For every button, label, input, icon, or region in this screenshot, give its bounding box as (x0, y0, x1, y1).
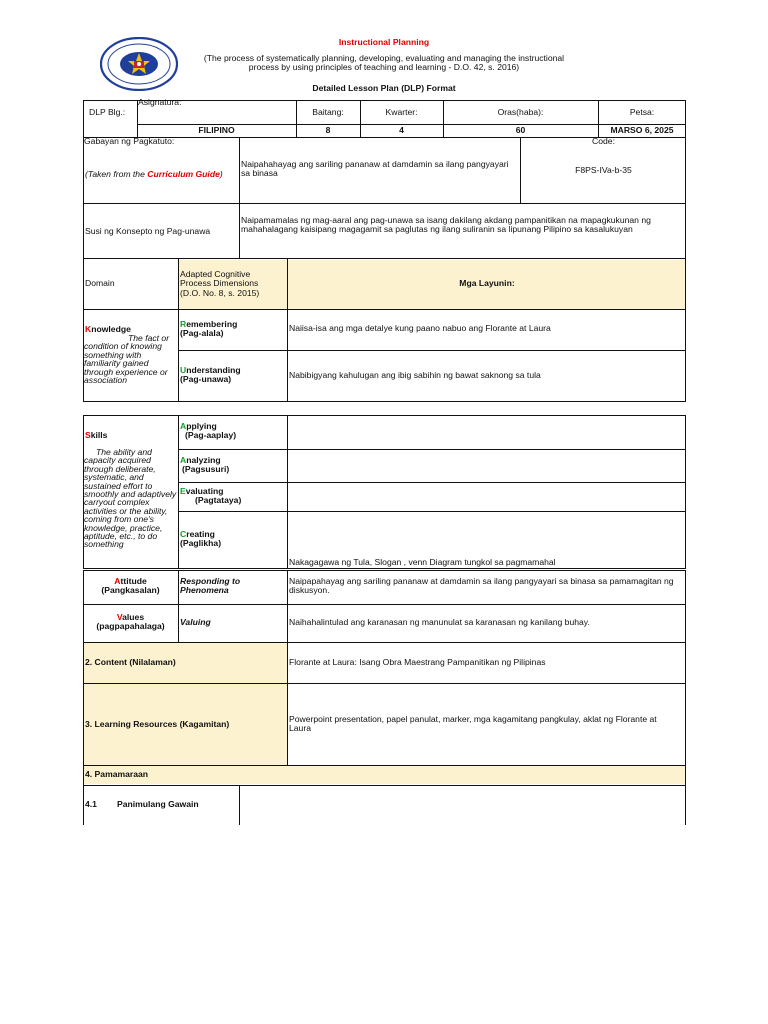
adapted-cognitive-label: Adapted Cognitive Process Dimensions (D.O. No. 8, s. 2015) (180, 269, 260, 298)
taken-suffix: ) (219, 169, 223, 179)
gabayan-text: Naipahahayag ang sariling pananaw at damdamin sa ilang pangyayari sa binasa (241, 159, 509, 179)
asignatura-label: Asignatura: (138, 97, 182, 107)
code-value: F8PS-IVa-b-35 (575, 165, 632, 175)
asignatura-value: FILIPINO (198, 124, 235, 135)
knowledge-description: The fact or condition of knowing something with familiarity gained through experience or association (84, 333, 170, 386)
kwarter-value: 4 (399, 124, 404, 135)
attitude-level: Responding to Phenomena (180, 576, 241, 596)
deped-seal (100, 37, 178, 91)
panimulang-gawain-label: Panimulang Gawain (117, 799, 199, 809)
taken-prefix: (Taken from the (85, 169, 148, 179)
remembering-label: Remembering (Pag-alala) (180, 319, 238, 339)
panimulang-number: 4.1 (85, 799, 97, 809)
remembering-objective: Naiisa-isa ang mga detalye kung paano nabuo ang Florante at Laura (289, 323, 551, 333)
curriculum-guide-note (85, 170, 223, 179)
document-title: Instructional Planning (338, 37, 430, 47)
curriculum-guide-link: Curriculum Guide (147, 169, 220, 179)
values-objective: Naihahalintulad ang karanasan ng manunulat sa karanasan ng kanilang buhay. (289, 617, 590, 628)
kwarter-label: Kwarter: (385, 106, 418, 117)
baitang-label: Baitang: (312, 106, 344, 117)
applying-label: Applying (Pag-aaplay) (180, 421, 237, 441)
mga-layunin-label: Mga Layunin: (459, 278, 515, 289)
skills-description: The ability and capacity acquired through deliberate, systematic, and sustained effort to smoothly and adaptively carryout complex activities or the ability, coming from one's knowledge, practice, aptitude, etc., to do something (84, 447, 177, 550)
analyzing-label: Analyzing (Pagsusuri) (180, 455, 230, 475)
creating-label: Creating (Paglikha) (180, 529, 222, 549)
evaluating-label: Evaluating (Pagtataya) (180, 486, 242, 506)
content-text: Florante at Laura: Isang Obra Maestrang Pampanitikan ng Pilipinas (289, 657, 546, 668)
knowledge-label: Knowledge (85, 324, 131, 334)
creating-objective: Nakagagawa ng Tula, Slogan , venn Diagram tungkol sa pagmamahal (289, 557, 556, 567)
gabayan-label: Gabayan ng Pagkatuto: (84, 136, 175, 146)
dlp-number-label: DLP Blg.: (89, 106, 126, 117)
domain-label: Domain (85, 278, 115, 289)
baitang-value: 8 (325, 124, 331, 135)
understanding-objective: Nabibigyang kahulugan ang ibig sabihin ng bawat saknong sa tula (289, 370, 541, 380)
resources-label: 3. Learning Resources (Kagamitan) (85, 718, 230, 729)
petsa-label: Petsa: (629, 106, 655, 117)
susi-text: Naipamamalas ng mag-aaral ang pag-unawa sa isang dakilang akdang pampanitikan na mapagkukunan ng mahahalagang kaisipang magagamit sa paglutas ng ilang suliranin sa lipunang Pilipino sa kasalukuyan (241, 215, 651, 235)
document-subtitle: (The process of systematically planning, developing, evaluating and managing the instructional process by using principles of teaching and learning - D.O. 42, s. 2016) (203, 53, 565, 72)
susi-label: Susi ng Konsepto ng Pag-unawa (85, 225, 211, 236)
attitude-label: Attitude (Pangkasalan) (101, 576, 160, 596)
values-label: Values (pagpapahalaga) (96, 612, 165, 632)
format-title: Detailed Lesson Plan (DLP) Format (312, 83, 456, 93)
understanding-label: Understanding (Pag-unawa) (180, 365, 241, 385)
deped-seal-icon (100, 37, 178, 91)
skills-label: Skills (85, 430, 108, 440)
values-level: Valuing (180, 617, 211, 628)
pamamaraan-label: 4. Pamamaraan (85, 769, 149, 780)
oras-label: Oras(haba): (497, 106, 544, 117)
attitude-objective: Naipapahayag ang sariling pananaw at damdamin sa ilang pangyayari sa binasa sa pamamagitan ng diskusyon. (289, 576, 674, 596)
oras-value: 60 (515, 124, 526, 135)
code-label: Code: (592, 136, 615, 146)
petsa-value: MARSO 6, 2025 (610, 124, 674, 135)
resources-text: Powerpoint presentation, papel panulat, marker, mga kagamitang pangkulay, aklat ng Florante at Laura (289, 714, 657, 734)
content-label: 2. Content (Nilalaman) (85, 657, 176, 668)
